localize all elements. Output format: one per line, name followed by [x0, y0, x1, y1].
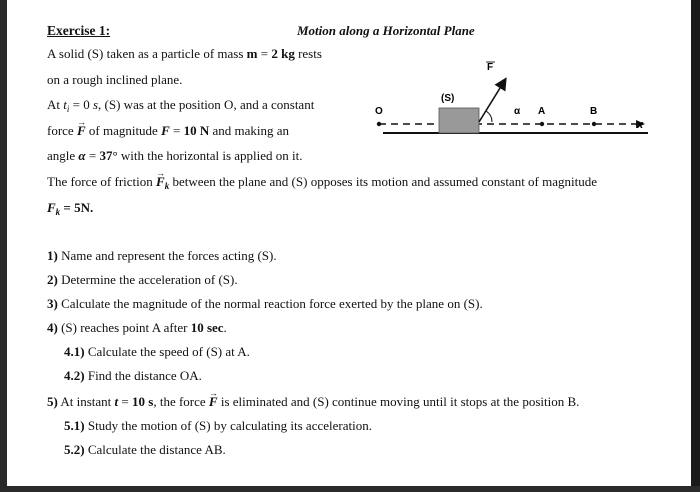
question-3 [47, 296, 483, 312]
question-text: Calculate the distance AB. [84, 442, 226, 457]
question-number: 4.2) [64, 368, 85, 383]
motion-diagram [365, 56, 655, 146]
question-text: At instant [57, 394, 115, 409]
time-symbol: t [63, 97, 67, 112]
text: , the force [153, 394, 209, 409]
friction-subscript: k [164, 181, 170, 191]
label-solid: (S) [441, 93, 455, 104]
text: A solid (S) taken as a particle of mass [47, 46, 247, 61]
question-number: 5) [47, 394, 58, 409]
text: , (S) was at the position O, and a constant [98, 97, 315, 112]
friction-subscript: k [55, 207, 61, 217]
text: = [257, 46, 272, 61]
text: with the horizontal is applied on it. [117, 148, 303, 163]
text: of magnitude [85, 123, 162, 138]
time-symbol: t [114, 394, 119, 409]
intro-line-1 [47, 46, 322, 62]
unit-s: s [92, 97, 99, 112]
text: rests [294, 46, 322, 61]
question-number: 4.1) [64, 344, 85, 359]
question-text: Calculate the magnitude of the normal reaction force exerted by the plane on (S). [57, 296, 483, 311]
exercise-sheet [7, 0, 691, 486]
force-value: 10 N [183, 123, 210, 138]
text: The force of friction [47, 174, 157, 189]
question-number: 2) [47, 272, 58, 287]
force-symbol: F [161, 123, 170, 138]
question-5-1 [64, 418, 372, 434]
label-force: F [487, 62, 494, 73]
intro-line-7 [47, 200, 93, 220]
text: force [47, 123, 77, 138]
mass-symbol: m [246, 46, 258, 61]
question-number: 5.1) [64, 418, 85, 433]
time-subscript: i [66, 104, 70, 114]
point-O-marker [377, 122, 381, 126]
question-4-2 [64, 368, 202, 384]
question-text: Study the motion of (S) by calculating its acceleration. [84, 418, 372, 433]
intro-line-6 [47, 174, 597, 194]
mass-value: 2 kg [271, 46, 295, 61]
text: = [85, 148, 100, 163]
exercise-title: Exercise 1: [47, 23, 111, 38]
friction-vector-symbol: → F [156, 174, 165, 190]
question-2 [47, 272, 238, 288]
label-O: O [375, 106, 383, 117]
label-alpha: α [514, 106, 521, 117]
friction-value: = 5N. [60, 200, 94, 215]
intro-line-2: on a rough inclined plane. [47, 72, 183, 87]
question-5 [47, 394, 579, 410]
text: At [47, 97, 64, 112]
question-5-2 [64, 442, 226, 458]
label-A: A [538, 106, 546, 117]
text: = 0 [69, 97, 93, 112]
friction-symbol: F [47, 200, 56, 215]
exercise-topic: Motion along a Horizontal Plane [297, 23, 475, 38]
photo-border-bottom [0, 486, 700, 492]
question-text: (S) reaches point A after [57, 320, 191, 335]
label-B: B [590, 106, 598, 117]
force-vector-symbol: → F [77, 123, 86, 139]
intro-line-5 [47, 148, 303, 164]
text: = [118, 394, 133, 409]
question-number: 5.2) [64, 442, 85, 457]
photo-border-left [0, 0, 7, 492]
force-vector [479, 80, 505, 122]
question-text: Find the distance OA. [84, 368, 202, 383]
intro-line-4 [47, 123, 289, 139]
point-A-marker [540, 122, 544, 126]
text: between the plane and (S) opposes its motion and assumed constant of magnitude [169, 174, 598, 189]
question-number: 3) [47, 296, 58, 311]
question-1 [47, 248, 277, 264]
text: . [223, 320, 227, 335]
question-text: Calculate the speed of (S) at A. [84, 344, 250, 359]
question-text: Name and represent the forces acting (S). [57, 248, 277, 263]
question-number: 1) [47, 248, 58, 263]
intro-line-3 [47, 97, 314, 117]
label-x: x [637, 119, 644, 131]
question-number: 4) [47, 320, 58, 335]
question-text: Determine the acceleration of (S). [57, 272, 238, 287]
text: = [169, 123, 184, 138]
force-vector-symbol: → F [209, 394, 218, 410]
question-4-1 [64, 344, 250, 360]
question-text: is eliminated and (S) continue moving until it stops at the position B. [217, 394, 580, 409]
time-value: 10 sec [190, 320, 224, 335]
angle-value: 37° [99, 148, 118, 163]
question-4 [47, 320, 227, 336]
angle-symbol: α [78, 148, 86, 163]
text: angle [47, 148, 79, 163]
point-B-marker [592, 122, 596, 126]
time-value: 10 s [132, 394, 154, 409]
solid-block [439, 108, 479, 133]
text: and making an [209, 123, 290, 138]
angle-arc [486, 111, 492, 122]
